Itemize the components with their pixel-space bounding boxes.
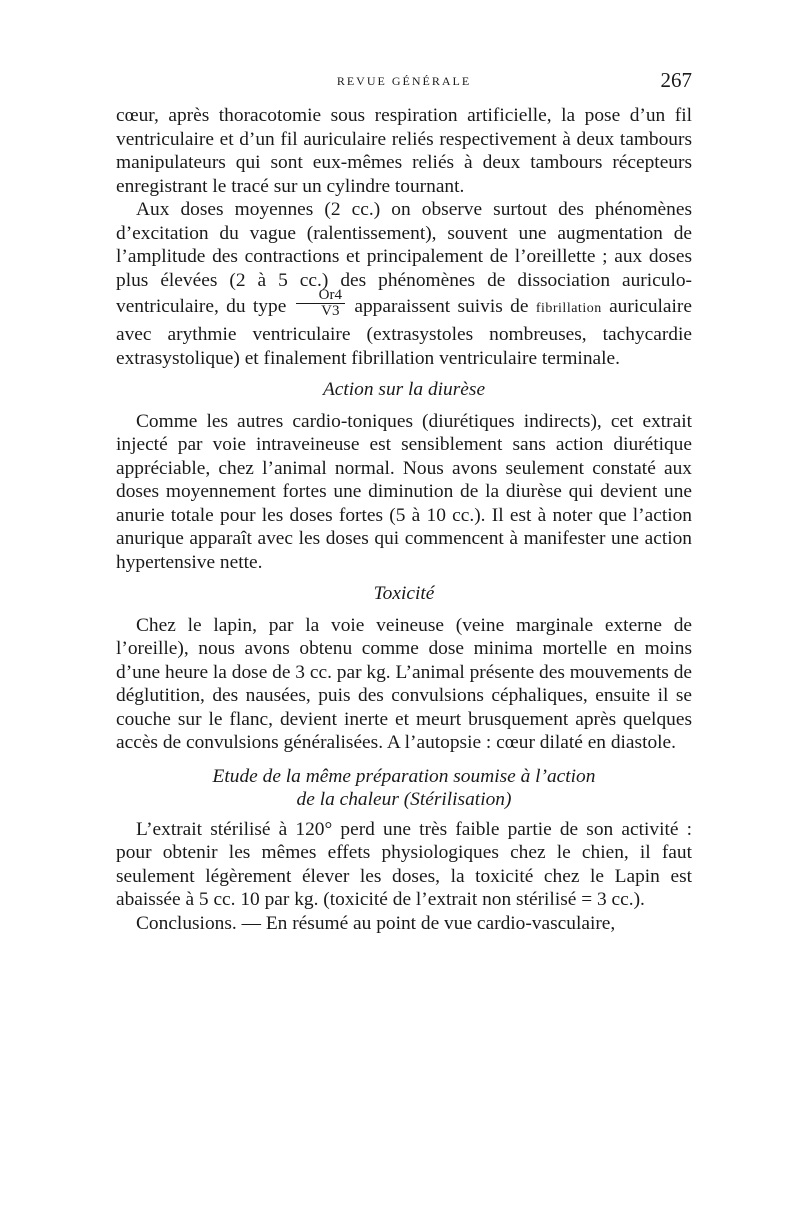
paragraph-dose-effects xyxy=(116,198,692,370)
paragraph-conclusions: Conclusions. — En résumé au point de vue cardio-vasculaire, xyxy=(136,912,616,934)
dose-effects-small-word: fibrillation xyxy=(535,300,602,316)
dissociation-type-fraction xyxy=(296,288,345,319)
heading-diuresis: Action sur la diurèse xyxy=(322,379,486,400)
heading-heat-study-line2: de la chaleur (Stérilisation) xyxy=(296,789,512,810)
dose-effects-text-a: Aux doses moyennes (2 cc.) on observe surtout des phénomènes d’excitation du vague (ralentissement), souvent une augmentation de l’amplitude des contractions et principalement de l’oreillette ; aux doses plus élevées (2 à 5 cc.) des phénomènes de dissociation auriculo-ventriculaire, du type xyxy=(116,199,692,317)
heading-heat-study-line1: Etude de la même préparation soumise à l’action xyxy=(212,765,596,787)
page-number: 267 xyxy=(660,68,692,92)
running-title: REVUE GÉNÉRALE xyxy=(336,74,472,88)
fraction-denominator: V3 xyxy=(321,303,340,319)
paragraph-cardiac-setup: cœur, après thoracotomie sous respiration artificielle, la pose d’un fil ventriculaire et d’un fil auriculaire reliés respectivement à deux tambours manipulateurs qui sont eux-mêmes reliés à deux tambours récepteurs enregistrant le tracé sur un cylindre tournant. xyxy=(116,105,692,197)
paragraph-sterilization: L’extrait stérilisé à 120° perd une très faible partie de son activité : pour obtenir les mêmes effets physiologiques chez le chien, il faut seulement légèrement élever les doses, la toxicité chez le Lapin est abaissée à 5 cc. 10 par kg. (toxicité de l’extrait non stérilisé = 3 cc.). xyxy=(116,818,692,910)
dose-effects-text-c: auriculaire avec arythmie ventriculaire (extrasystoles nombreuses, tachycardie extrasystolique) et finalement fibrillation ventriculaire terminale. xyxy=(116,295,692,369)
running-header xyxy=(116,68,692,94)
dose-effects-text-b: apparaissent suivis de xyxy=(354,295,529,317)
heading-heat-study xyxy=(116,765,692,812)
paragraph-diuresis: Comme les autres cardio-toniques (diurétiques indirects), cet extrait injecté par voie intraveineuse est sensiblement sans action diurétique appréciable, chez l’animal normal. Nous avons seulement constaté aux doses moyennement fortes une diminution de la diurèse qui devient une anurie totale pour les doses fortes (5 à 10 cc.). Il est à noter que l’action anurique apparaît avec les doses qui commencent à manifester une action hypertensive nette. xyxy=(116,410,692,573)
page xyxy=(116,68,692,935)
fraction-numerator: Or4 xyxy=(296,288,345,304)
heading-toxicity: Toxicité xyxy=(373,583,435,604)
paragraph-toxicity: Chez le lapin, par la voie veineuse (veine marginale externe de l’oreille), nous avons obtenu comme dose minima mortelle en moins d’une heure la dose de 3 cc. par kg. L’animal présente des mouvements de déglutition, des nausées, puis des convulsions céphaliques, ensuite il se couche sur le flanc, devient inerte et meurt brusquement après quelques accès de convulsions généralisées. A l’autopsie : cœur dilaté en diastole. xyxy=(116,614,692,753)
